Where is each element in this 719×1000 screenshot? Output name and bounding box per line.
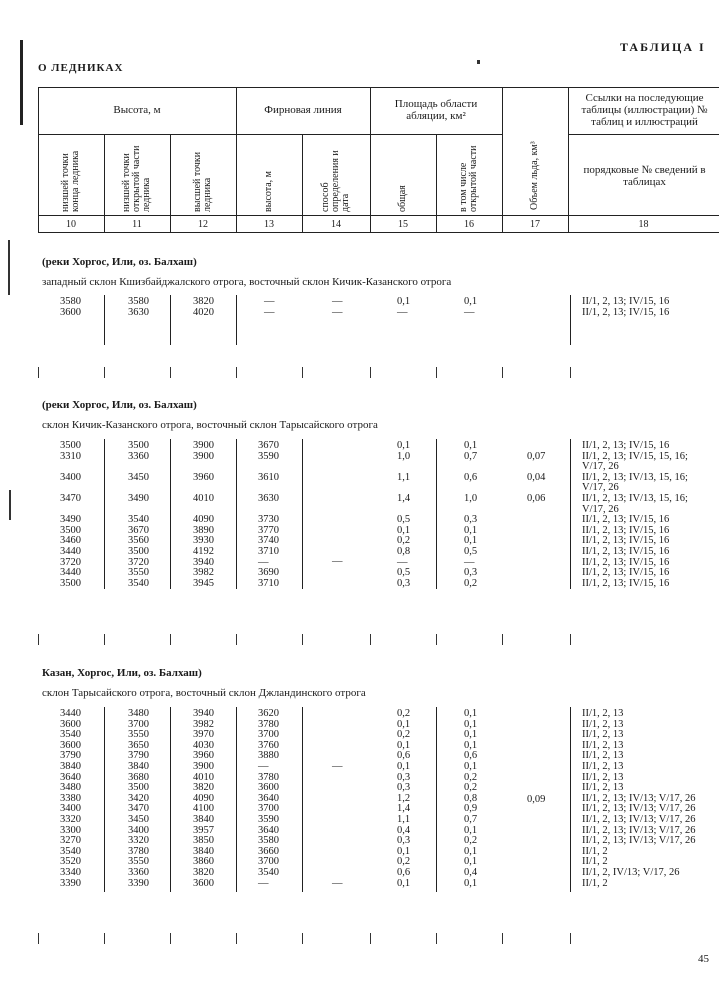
section-title: (реки Хоргос, Или, оз. Балхаш) — [42, 256, 197, 268]
col-c10: 3580 3600 — [60, 296, 81, 318]
col-c16: 0,1 — — [464, 296, 478, 318]
c10-header: низшей точки конца ледника — [60, 150, 81, 212]
col-c11: 3480 3700 3550 3650 3790 3840 3680 3500 3420 3470 3450 3400 3320 3780 3550 3360 3390 — [128, 708, 149, 889]
margin-mark — [9, 490, 11, 520]
col-num-14: 14 — [331, 219, 341, 230]
col-c13: — — — [264, 296, 275, 318]
col-c10: 3440 3600 3540 3600 3790 3840 3640 3480 3380 3400 3320 3300 3270 3540 3520 3340 3390 — [60, 708, 81, 889]
section-subtitle: склон Тарысайского отрога, восточный склон Джландинского отрога — [42, 687, 366, 699]
c13-header: высота, м — [263, 170, 274, 212]
col-c18: II/1, 2, 13 II/1, 2, 13 II/1, 2, 13 II/1, 2, 13 II/1, 2, 13 II/1, 2, 13 II/1, 2, 13 II/1, 2, 13 II/1, 2, 13; IV/13; V/17, 26 II/1, 2, 13; IV/13; V/17, 26 II/1, 2, 13; IV/13; V/17, 26 II/1, 2, 13; IV/13; V/17, 26 II/1, 2, 13; IV/13; V/17, 26 II/1, 2 II/1, 2 II/1, 2, IV/13; V/17, 26 II/1, 2 — [582, 708, 696, 889]
height-group-header: Высота, м — [113, 104, 161, 116]
col-c13: 3670 3590 3610 3630 3730 3770 3740 3710 — 3690 3710 — [258, 440, 279, 589]
col-c13: 3620 3780 3700 3760 3880 — 3780 3600 3640 3700 3590 3640 3580 3660 3700 3540 — — [258, 708, 279, 889]
section-title: Казан, Хоргос, Или, оз. Балхаш) — [42, 667, 202, 679]
table-label: ТАБЛИЦА I — [620, 40, 706, 54]
col-c11: 3580 3630 — [128, 296, 149, 318]
col-c17: 0,09 — [527, 794, 546, 805]
col-num-15: 15 — [398, 219, 408, 230]
col-num-10: 10 — [66, 219, 76, 230]
section-subtitle: склон Кичик-Казанского отрога, восточный склон Тарысайского отрога — [42, 419, 378, 431]
c12-header: высшей точки ледника — [192, 151, 213, 212]
page-number: 45 — [698, 953, 709, 965]
section-title: (реки Хоргос, Или, оз. Балхаш) — [42, 399, 197, 411]
col-c15: 0,1 1,0 1,1 1,4 0,5 0,1 0,2 0,8 — 0,5 0,3 — [397, 440, 411, 589]
col-c14-b: — — [332, 878, 343, 889]
print-dot — [477, 60, 480, 64]
col-c17: 0,07 0,04 0,06 — [527, 450, 546, 504]
c17-header: Объем льда, км³ — [529, 141, 540, 210]
col-c14: — — — [332, 296, 343, 318]
firn-group-header: Фирновая линия — [264, 104, 342, 116]
col-num-12: 12 — [198, 219, 208, 230]
col-num-13: 13 — [264, 219, 274, 230]
ablation-group-header: Площадь области абляции, км² — [394, 98, 478, 122]
c14-header: способ определения и дата — [320, 150, 351, 212]
col-c18: II/1, 2, 13; IV/15, 16 II/1, 2, 13; IV/15, 16 — [582, 296, 670, 318]
col-c16: 0,1 0,1 0,1 0,1 0,6 0,1 0,2 0,2 0,8 0,9 0,7 0,1 0,2 0,1 0,1 0,4 0,1 — [464, 708, 478, 889]
col-c14: — — [332, 556, 343, 567]
col-c15: 0,2 0,1 0,2 0,1 0,6 0,1 0,3 0,3 1,2 1,4 1,1 0,4 0,3 0,1 0,2 0,6 0,1 — [397, 708, 411, 889]
col-c11: 3500 3360 3450 3490 3540 3670 3560 3500 3720 3550 3540 — [128, 440, 149, 589]
col-num-11: 11 — [132, 219, 142, 230]
col-c12: 3900 3900 3960 4010 4090 3890 3930 4192 3940 3982 3945 — [193, 440, 214, 589]
col-c12: 3940 3982 3970 4030 3960 3900 4010 3820 4090 4100 3840 3957 3850 3840 3860 3820 3600 — [193, 708, 214, 889]
page-title: О ЛЕДНИКАХ — [38, 62, 124, 74]
c11-header: низшей точки открытой части ледника — [121, 145, 152, 212]
c15-header: общая — [397, 185, 408, 212]
col-c18: II/1, 2, 13; IV/15, 16 II/1, 2, 13; IV/15, 15, 16; V/17, 26 II/1, 2, 13; IV/13, 15, 16; V/17, 26 II/1, 2, 13; IV/13, 15, 16; V/17, 26 II/1, 2, 13; IV/15, 16 II/1, 2, 13; IV/15, 16 II/1, 2, 13; IV/15, 16 II/1, 2, 13; IV/15, 16 II/1, 2, 13; IV/15, 16 II/1, 2, 13; IV/15, 16 II/1, 2, 13; IV/15, 16 — [582, 440, 688, 589]
col-num-18: 18 — [638, 219, 649, 230]
col-c12: 3820 4020 — [193, 296, 214, 318]
section-subtitle: западный склон Кшизбайджалского отрога, восточный склон Кичик-Казанского отрога — [42, 276, 452, 288]
c16-header: в том числе открытой части — [458, 145, 479, 212]
col-c16: 0,1 0,7 0,6 1,0 0,3 0,1 0,1 0,5 — 0,3 0,2 — [464, 440, 478, 589]
refs-group-header: Ссылки на последующие таблицы (иллюстрации) № таблиц и иллюстраций — [581, 92, 708, 128]
col-c15: 0,1 — — [397, 296, 411, 318]
col-num-16: 16 — [464, 219, 474, 230]
margin-mark — [8, 240, 10, 295]
col-num-17: 17 — [530, 219, 540, 230]
col-c14-a: — — [332, 761, 343, 772]
c18-header: порядковые № сведений в таблицах — [583, 164, 706, 188]
margin-bar — [20, 40, 23, 125]
col-c10: 3500 3310 3400 3470 3490 3500 3460 3440 3720 3440 3500 — [60, 440, 81, 589]
